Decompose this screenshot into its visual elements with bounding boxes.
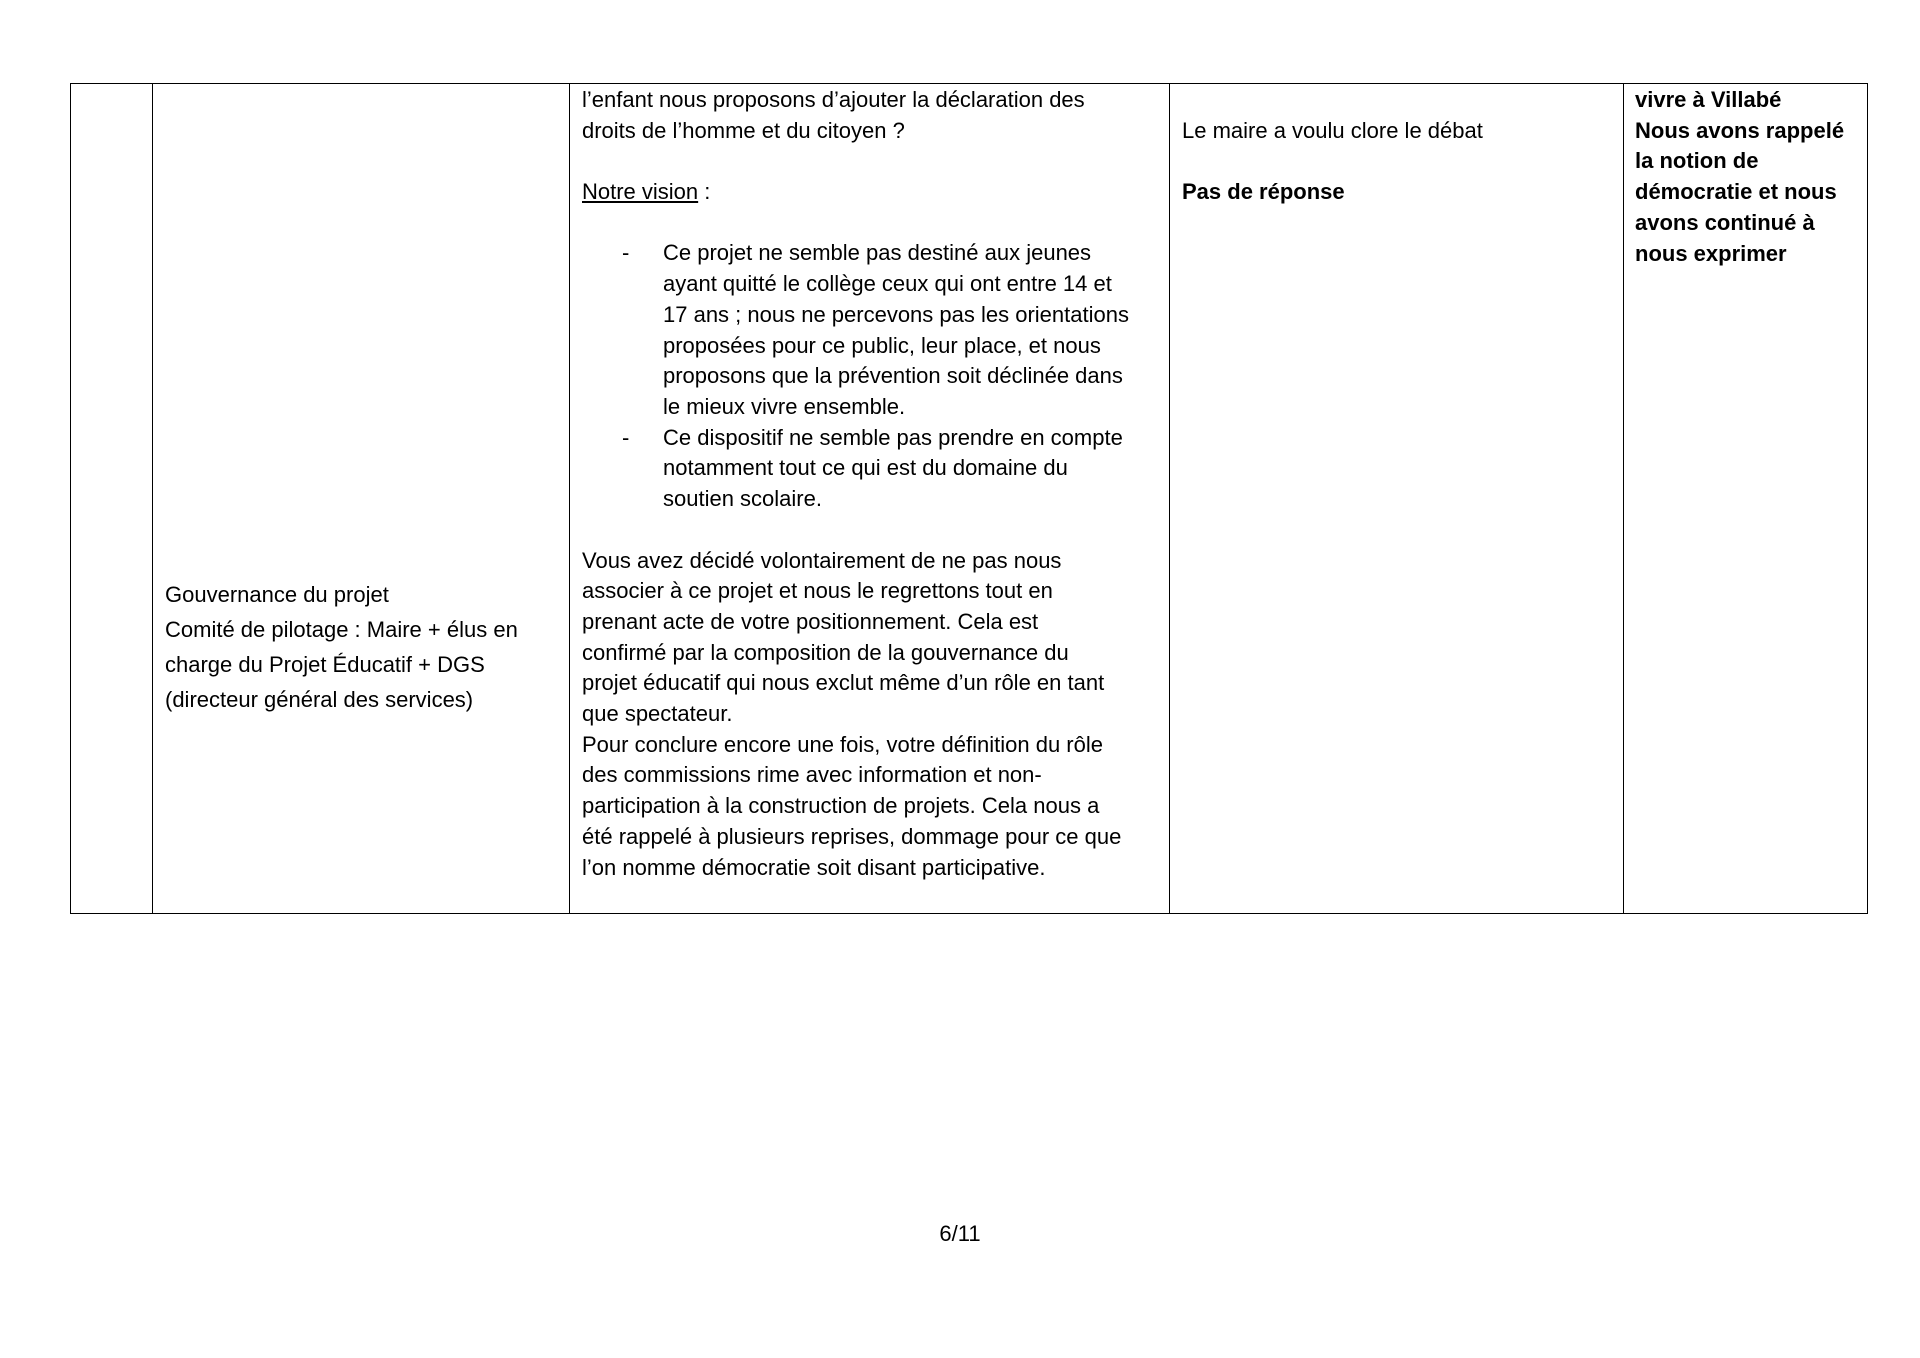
bullet-line: Ce dispositif ne semble pas prendre en compte	[663, 424, 1123, 450]
response-text	[1170, 84, 1623, 208]
vision-heading-suffix: :	[698, 179, 711, 205]
bullet-dash: -	[622, 424, 630, 450]
table-cell-response	[1170, 84, 1624, 914]
vision-bullet-list	[582, 238, 1157, 514]
bullet-line: proposons que la prévention soit déclinée dans	[663, 363, 1123, 389]
comment-line: nous exprimer	[1635, 240, 1787, 266]
comment-line: vivre à Villabé	[1635, 87, 1782, 112]
bullet-line: Ce projet ne semble pas destiné aux jeunes	[663, 240, 1092, 266]
governance-line: Gouvernance du projet	[165, 582, 389, 607]
bullet-line: notamment tout ce qui est du domaine du	[663, 455, 1068, 481]
paragraph-line: projet éducatif qui nous exclut même d’un rôle en tant	[582, 670, 1105, 696]
bullet-line: ayant quitté le collège ceux qui ont entre 14 et	[663, 271, 1112, 297]
paragraph-line: Pour conclure encore une fois, votre définition du rôle	[582, 731, 1103, 757]
comment-line: Nous avons rappelé	[1635, 117, 1845, 143]
bullet-line: le mieux vivre ensemble.	[663, 394, 906, 419]
page-number: 6/11	[939, 1221, 981, 1246]
response-line-bold: Pas de réponse	[1182, 179, 1345, 205]
blank-line	[582, 208, 1157, 239]
paragraph-line: que spectateur.	[582, 701, 733, 727]
governance-line: (directeur général des services)	[165, 687, 474, 712]
table-cell-governance	[153, 84, 570, 914]
paragraph-line: prenant acte de votre positionnement. Cela est	[582, 608, 1039, 634]
paragraph-line: l’on nomme démocratie soit disant participative.	[582, 854, 1046, 880]
proposal-intro-line: l’enfant nous proposons d’ajouter la déclaration des	[582, 87, 1085, 112]
bullet-line: proposées pour ce public, leur place, et nous	[663, 332, 1101, 358]
vision-bullet-item	[582, 423, 1157, 515]
bullet-line: soutien scolaire.	[663, 486, 822, 512]
paragraph-line: été rappelé à plusieurs reprises, dommage pour ce que	[582, 823, 1122, 849]
table-row	[71, 84, 1868, 914]
comment-line: démocratie et nous	[1635, 179, 1837, 205]
comment-line: avons continué à	[1635, 209, 1815, 235]
table-cell-empty	[71, 84, 153, 914]
bullet-line: 17 ans ; nous ne percevons pas les orientations	[663, 301, 1129, 327]
vision-heading-line	[582, 177, 1157, 208]
document-table	[70, 83, 1868, 914]
table-cell-proposals	[570, 84, 1170, 914]
blank-line	[1182, 147, 1611, 178]
governance-line: charge du Projet Éducatif + DGS	[165, 652, 485, 677]
vision-bullet-item	[582, 238, 1157, 422]
table-cell-comment	[1624, 84, 1868, 914]
governance-line: Comité de pilotage : Maire + élus en	[165, 617, 518, 642]
paragraph-line: des commissions rime avec information et non-	[582, 762, 1042, 788]
paragraph-line: participation à la construction de projets. Cela nous a	[582, 793, 1100, 819]
paragraph-line: Vous avez décidé volontairement de ne pas nous	[582, 547, 1062, 573]
bullet-dash: -	[622, 240, 630, 266]
comment-line: la notion de	[1635, 148, 1759, 174]
paragraph-line: confirmé par la composition de la gouvernance du	[582, 639, 1069, 665]
proposal-intro-line: droits de l’homme et du citoyen ?	[582, 117, 905, 143]
comment-text	[1624, 84, 1867, 269]
response-line: Le maire a voulu clore le débat	[1182, 118, 1483, 143]
proposals-text	[570, 84, 1169, 883]
governance-text	[165, 577, 560, 717]
paragraph-line: associer à ce projet et nous le regrettons tout en	[582, 578, 1053, 604]
vision-heading: Notre vision	[582, 179, 699, 205]
blank-line	[582, 515, 1157, 546]
blank-line	[582, 146, 1157, 177]
